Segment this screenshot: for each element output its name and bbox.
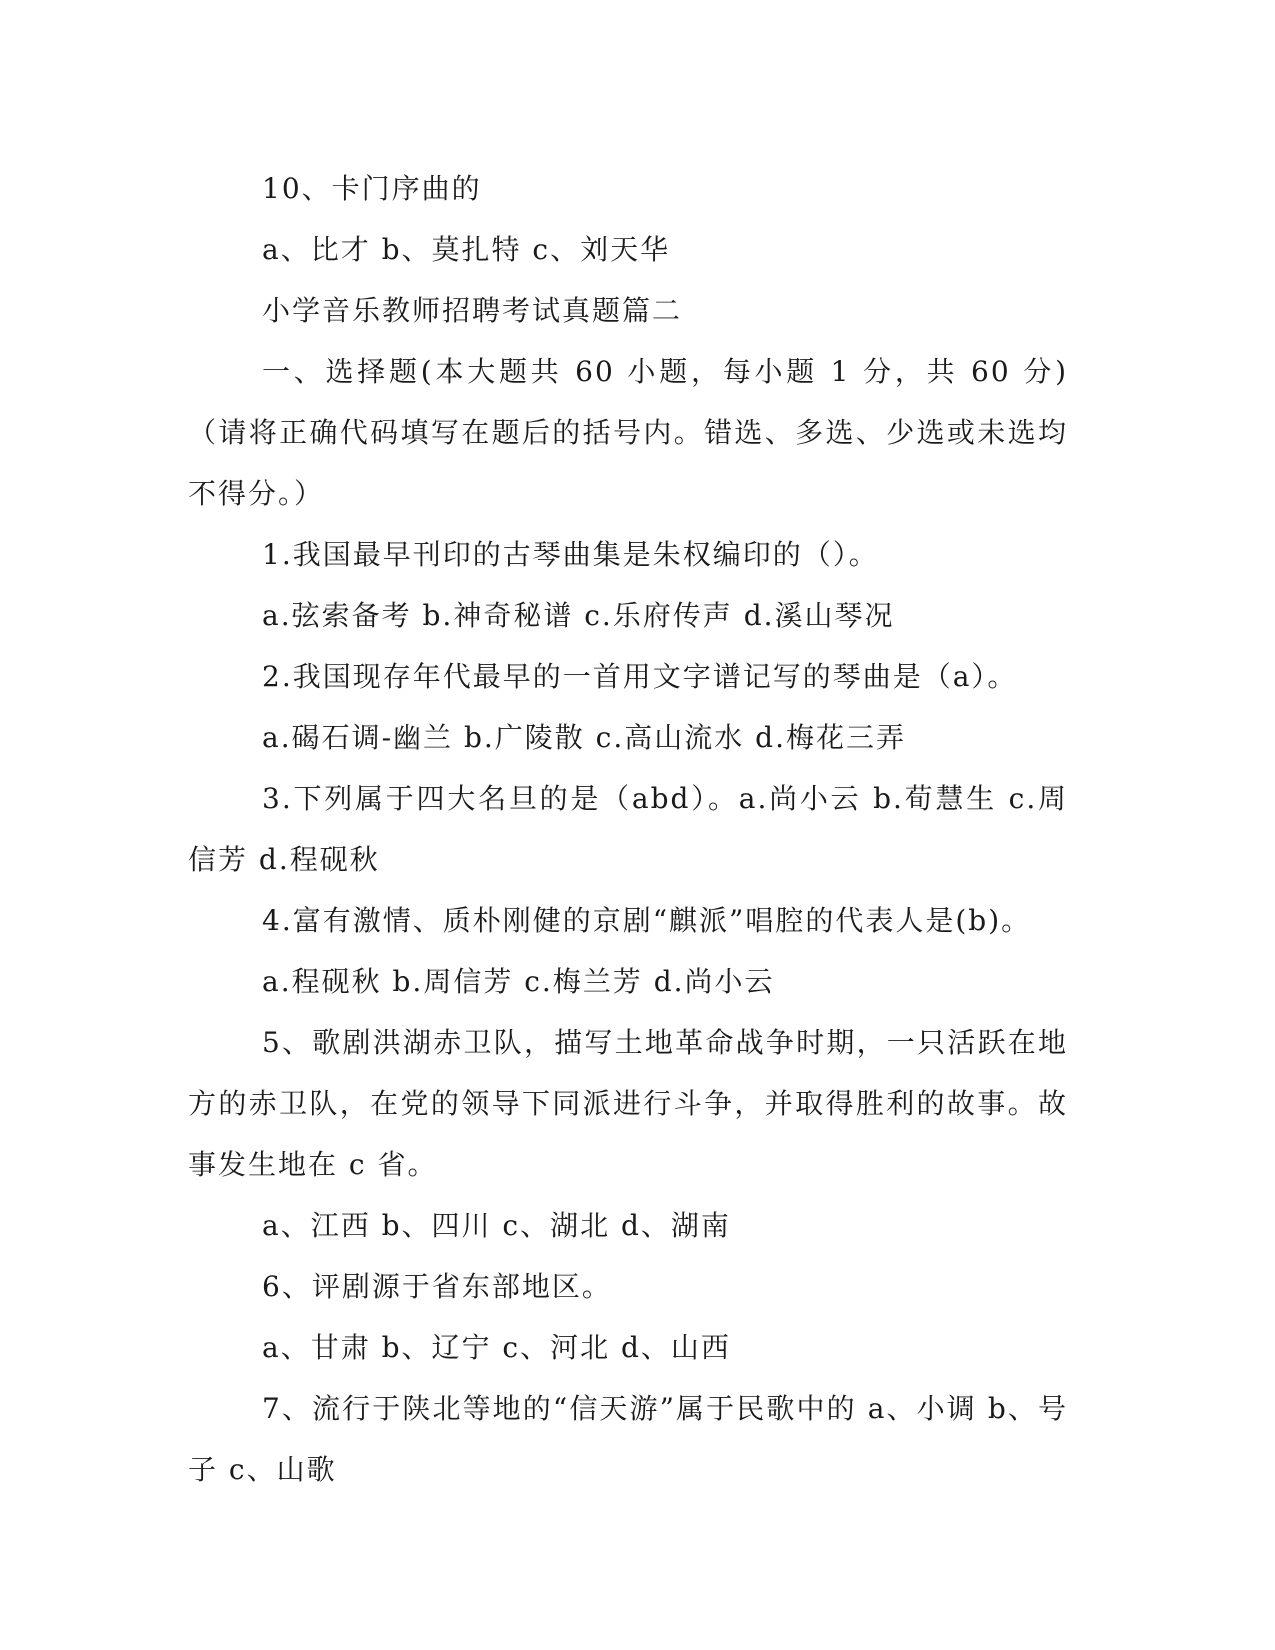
question-6-stem: 6、评剧源于省东部地区。 (262, 1270, 612, 1303)
question-6-options: a、甘肃 b、辽宁 c、河北 d、山西 (262, 1331, 731, 1364)
question-10-options: a、比才 b、莫扎特 c、刘天华 (262, 233, 671, 266)
section-title: 小学音乐教师招聘考试真题篇二 (262, 294, 683, 327)
question-1-stem: 1.我国最早刊印的古琴曲集是朱权编印的（）。 (262, 538, 879, 571)
document-body (188, 158, 1068, 1500)
section-instructions: 一、选择题(本大题共 60 小题，每小题 1 分，共 60 分)（请将正确代码填写在题后的括号内。错选、多选、少选或未选均不得分。） (188, 355, 1068, 510)
question-4-options: a.程砚秋 b.周信芳 c.梅兰芳 d.尚小云 (262, 965, 775, 998)
question-2-options: a.碣石调-幽兰 b.广陵散 c.高山流水 d.梅花三弄 (262, 721, 906, 754)
question-10-stem: 10、卡门序曲的 (262, 172, 482, 205)
question-4-stem: 4.富有激情、质朴刚健的京剧“麒派”唱腔的代表人是(b)。 (262, 904, 1032, 937)
question-5-stem: 5、歌剧洪湖赤卫队，描写土地革命战争时期，一只活跃在地方的赤卫队，在党的领导下同派进行斗争，并取得胜利的故事。故事发生地在 c 省。 (188, 1026, 1068, 1181)
question-2-stem: 2.我国现存年代最早的一首用文字谱记写的琴曲是（a）。 (262, 660, 1018, 693)
question-5-options: a、江西 b、四川 c、湖北 d、湖南 (262, 1209, 731, 1242)
question-3: 3.下列属于四大名旦的是（abd）。a.尚小云 b.荀慧生 c.周信芳 d.程砚秋 (188, 782, 1068, 876)
question-1-options: a.弦索备考 b.神奇秘谱 c.乐府传声 d.溪山琴况 (262, 599, 895, 632)
question-7: 7、流行于陕北等地的“信天游”属于民歌中的 a、小调 b、号子 c、山歌 (188, 1392, 1068, 1486)
